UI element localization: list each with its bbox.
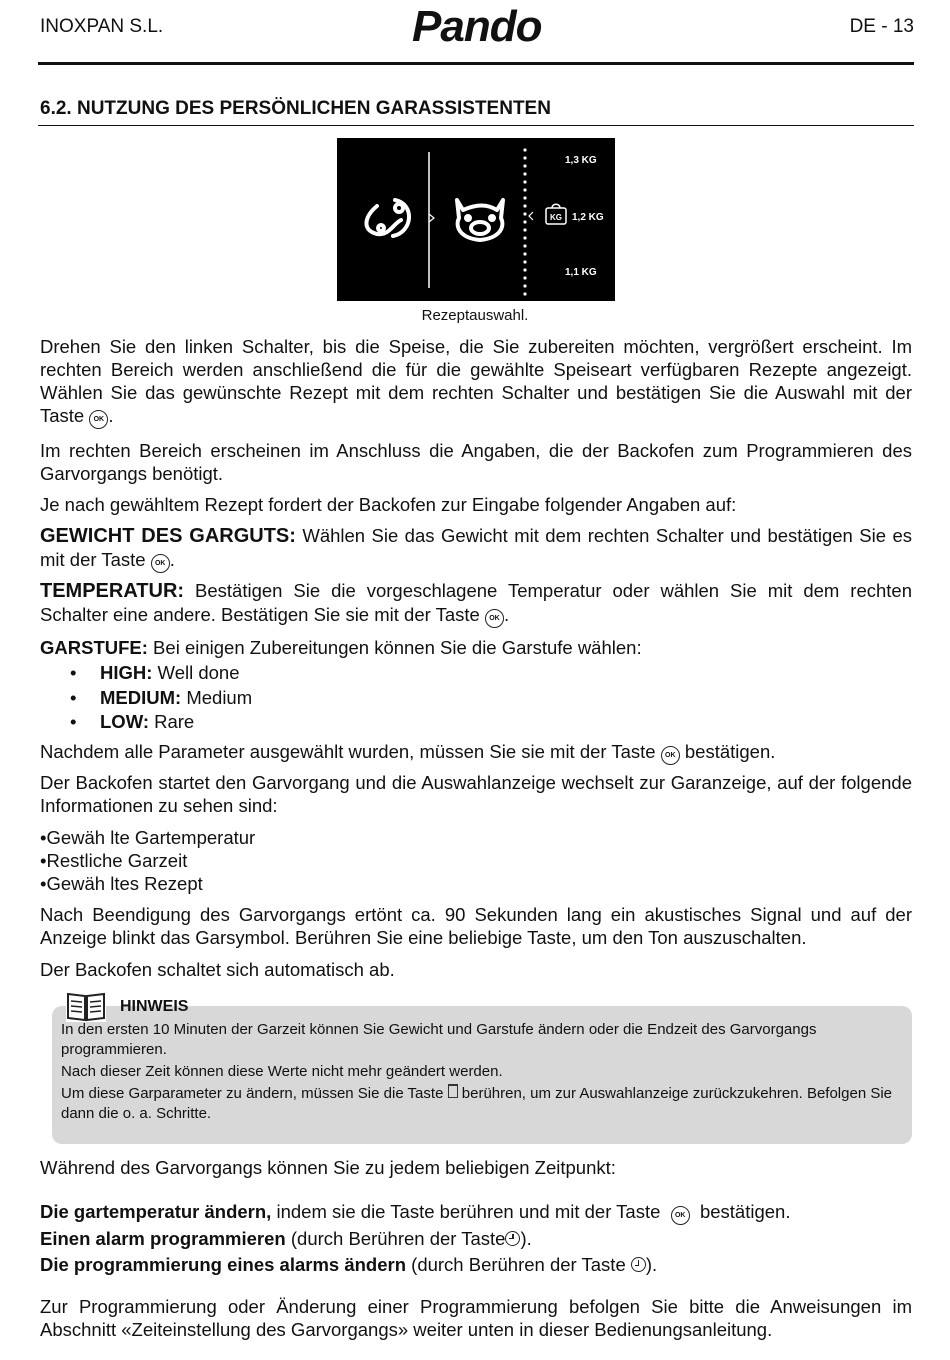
cooking-level-lead: GARSTUFE:	[40, 637, 148, 658]
list-item: • HIGH: Well done	[40, 661, 912, 686]
weight-paragraph: GEWICHT DES GARGUTS: Wählen Sie das Gewicht mit dem rechten Schalter und bestätigen Sie es mit der Taste OK .	[40, 524, 912, 573]
list-item: •Gewäh lte Gartemperatur	[40, 827, 256, 848]
temperature-text: Bestätigen Sie die vorgeschlagene Temperatur oder wählen Sie mit dem rechten Schalter eine andere. Bestätigen Sie sie mit der Taste	[40, 580, 912, 625]
weight-option-selected: 1,2 KG	[572, 212, 604, 223]
weight-option-bottom: 1,1 KG	[565, 267, 597, 278]
meat-category-icon	[366, 200, 409, 236]
note-text	[61, 1020, 901, 1126]
cooking-level-list	[40, 661, 912, 735]
ok-button-icon: OK	[671, 1206, 690, 1225]
end-signal-paragraph: Nach Beendigung des Garvorgangs ertönt ca. 90 Sekunden lang ein akustisches Signal und auf der Anzeige blinkt das Garsymbol. Berühren Sie eine beliebige Taste, um den Ton auszuschalten.	[40, 904, 912, 948]
auto-off-paragraph: Der Backofen schaltet sich automatisch ab.	[40, 959, 395, 980]
temperature-lead: TEMPERATUR:	[40, 580, 185, 602]
instructions-p3: Je nach gewähltem Rezept fordert der Backofen zur Eingabe folgender Angaben auf:	[40, 494, 737, 515]
during-cooking-intro: Während des Garvorgangs können Sie zu jedem beliebigen Zeitpunkt:	[40, 1157, 616, 1178]
note-title: HINWEIS	[120, 998, 189, 1015]
brand-logo: Pando	[412, 2, 542, 51]
list-item: • LOW: Rare	[40, 710, 912, 735]
list-item: •Restliche Garzeit	[40, 850, 188, 871]
action-change-alarm: Die programmierung eines alarms ändern (durch Berühren der Taste ).	[40, 1254, 658, 1275]
note-line: Um diese Garparameter zu ändern, müssen Sie die Taste berühren, um zur Auswahlanzeige zurückzukehren. Befolgen Sie dann die o. a. Schritte.	[61, 1085, 893, 1122]
oven-start-paragraph: Der Backofen startet den Garvorgang und die Auswahlanzeige wechselt zur Garanzeige, auf der folgende Informationen zu sehen sind:	[40, 772, 912, 816]
action-program-alarm: Einen alarm programmieren (durch Berühren der Taste ).	[40, 1227, 532, 1249]
kg-badge-label: KG	[550, 213, 562, 222]
figure-caption: Rezeptauswahl.	[421, 307, 529, 324]
page-number: DE - 13	[849, 16, 914, 37]
ok-button-icon: OK	[661, 746, 680, 765]
cooking-level-text: Bei einigen Zubereitungen können Sie die Garstufe wählen:	[147, 637, 642, 658]
weight-lead: GEWICHT DES GARGUTS:	[40, 525, 296, 547]
section-title: 6.2. NUTZUNG DES PERSÖNLICHEN GARASSISTENTEN	[40, 98, 551, 119]
note-line: In den ersten 10 Minuten der Garzeit können Sie Gewicht und Garstufe ändern oder die Endzeit des Garvorgangs programmieren.	[61, 1021, 817, 1058]
recipe-selection-figure	[337, 138, 615, 301]
company-name: INOXPAN S.L.	[40, 16, 164, 37]
pig-icon	[457, 200, 503, 240]
weight-option-top: 1,3 KG	[565, 155, 597, 166]
weight-text: Wählen Sie das Gewicht mit dem rechten Schalter und bestätigen Sie es mit der Taste	[40, 525, 912, 570]
instructions-p1-text: Drehen Sie den linken Schalter, bis die Speise, die Sie zubereiten möchten, vergrößert erscheint. Im rechten Bereich werden anschließend die für die gewählte Speiseart verfügbaren Rezepte angezeigt. Wählen Sie das gewünschte Rezept mit dem rechten Schalter und bestätigen Sie die Auswahl mit der Taste	[40, 336, 912, 426]
cooking-level-paragraph	[40, 636, 912, 735]
action-change-temperature: Die gartemperatur ändern, indem sie die Taste berühren und mit der Taste OK bestätigen.	[40, 1199, 912, 1226]
back-button-icon	[448, 1084, 458, 1098]
instructions-p1: Drehen Sie den linken Schalter, bis die Speise, die Sie zubereiten möchten, vergrößert erscheint. Im rechten Bereich werden anschließend die für die gewählte Speiseart verfügbaren Rezepte angezeigt. Wählen Sie das gewünschte Rezept mit dem rechten Schalter und bestätigen Sie die Auswahl mit der Taste OK .	[40, 335, 912, 429]
clock-icon	[631, 1257, 646, 1272]
ok-button-icon: OK	[151, 554, 170, 573]
info-list	[40, 826, 912, 895]
book-icon	[66, 990, 106, 1022]
final-paragraph: Zur Programmierung oder Änderung einer Programmierung befolgen Sie bitte die Anweisungen im Abschnitt «Zeiteinstellung des Garvorgangs» weiter unten in dieser Bedienungsanleitung.	[40, 1296, 912, 1340]
temperature-paragraph: TEMPERATUR: Bestätigen Sie die vorgeschlagene Temperatur oder wählen Sie mit dem rechten Schalter eine andere. Bestätigen Sie sie mit der Taste OK .	[40, 579, 912, 628]
during-cooking-actions	[40, 1199, 912, 1279]
weight-scale-dots	[523, 148, 526, 295]
kg-weight-icon	[546, 204, 566, 224]
section-divider	[38, 125, 914, 126]
list-item: •Gewäh ltes Rezept	[40, 873, 203, 894]
list-item: • MEDIUM: Medium	[40, 686, 912, 711]
oven-display-illustration	[337, 138, 615, 301]
confirm-paragraph: Nachdem alle Parameter ausgewählt wurden, müssen Sie sie mit der Taste OK bestätigen.	[40, 740, 912, 765]
ok-button-icon: OK	[485, 609, 504, 628]
page-header	[40, 0, 914, 64]
instructions-p2: Im rechten Bereich erscheinen im Anschluss die Angaben, die der Backofen zum Programmieren des Garvorgangs benötigt.	[40, 440, 912, 484]
clock-icon	[505, 1231, 520, 1246]
header-divider	[38, 62, 914, 65]
note-line: Nach dieser Zeit können diese Werte nicht mehr geändert werden.	[61, 1063, 503, 1080]
ok-button-icon: OK	[89, 410, 108, 429]
